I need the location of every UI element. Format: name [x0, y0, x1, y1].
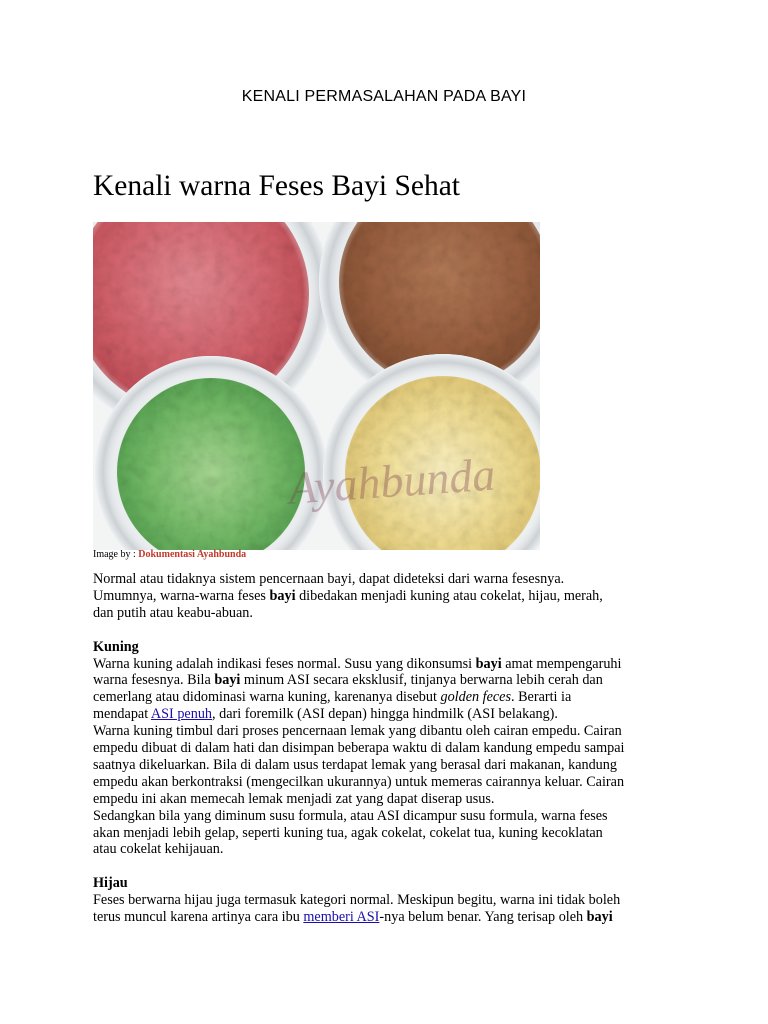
section-heading-hijau: Hijau [93, 875, 128, 892]
article-body [93, 571, 678, 926]
paragraph-line: Warna kuning adalah indikasi feses normal. Susu yang dikonsumsi bayi amat mempengaruhi [93, 655, 622, 672]
caption-prefix: Image by : [93, 549, 139, 560]
watermark-logo: Ayahbunda [286, 448, 497, 514]
paragraph-line: Sedangkan bila yang diminum susu formula, atau ASI dicampur susu formula, warna feses [93, 807, 608, 824]
caption-credit: Dokumentasi Ayahbunda [138, 549, 247, 560]
paragraph-line: Warna kuning timbul dari proses pencernaan lemak yang dibantu oleh cairan empedu. Cairan [93, 723, 622, 740]
paragraph-line: terus muncul karena artinya cara ibu memberi ASI-nya belum benar. Yang terisap oleh bayi [93, 909, 613, 926]
intro-line: Umumnya, warna-warna feses bayi dibedakan menjadi kuning atau cokelat, hijau, merah, [93, 587, 603, 604]
paragraph-line: cemerlang atau didominasi warna kuning, karenanya disebut golden feces. Berarti ia [93, 689, 572, 706]
memberi-asi-link[interactable]: memberi ASI [303, 909, 380, 926]
paragraph-line: empedu dibuat di dalam hati dan disimpan beberapa waktu di dalam kandung empedu sampai [93, 740, 625, 757]
image-caption [93, 549, 246, 560]
paragraph-line: empedu akan berkontraksi (mengecilkan ukurannya) untuk memeras cairannya keluar. Cairan [93, 773, 625, 790]
paragraph-line: saatnya dikeluarkan. Bila di dalam usus terdapat lemak yang berasal dari makanan, kandung [93, 756, 617, 773]
paragraph-line: Feses berwarna hijau juga termasuk kategori normal. Meskipun begitu, warna ini tidak boleh [93, 892, 621, 909]
article-photo [93, 222, 540, 550]
asi-penuh-link[interactable]: ASI penuh [150, 706, 213, 723]
paragraph-line: atau cokelat kehijauan. [93, 841, 224, 858]
section-heading-kuning: Kuning [93, 638, 139, 655]
paragraph-line: akan menjadi lebih gelap, seperti kuning tua, agak cokelat, cokelat tua, kuning kecoklatan [93, 824, 603, 841]
paragraph-line: warna fesesnya. Bila bayi minum ASI secara eksklusif, tinjanya berwarna lebih cerah dan [93, 672, 603, 689]
intro-line: dan putih atau keabu-abuan. [93, 604, 253, 621]
intro-line: Normal atau tidaknya sistem pencernaan bayi, dapat dideteksi dari warna fesesnya. [93, 571, 565, 587]
paragraph-line: empedu ini akan memecah lemak menjadi zat yang dapat diserap usus. [93, 790, 495, 807]
stool-color-photo [93, 222, 540, 550]
paragraph-line: mendapat ASI penuh, dari foremilk (ASI depan) hingga hindmilk (ASI belakang). [93, 706, 558, 723]
article-title: Kenali warna Feses Bayi Sehat [93, 170, 461, 202]
page-heading: KENALI PERMASALAHAN PADA BAYI [241, 88, 527, 105]
